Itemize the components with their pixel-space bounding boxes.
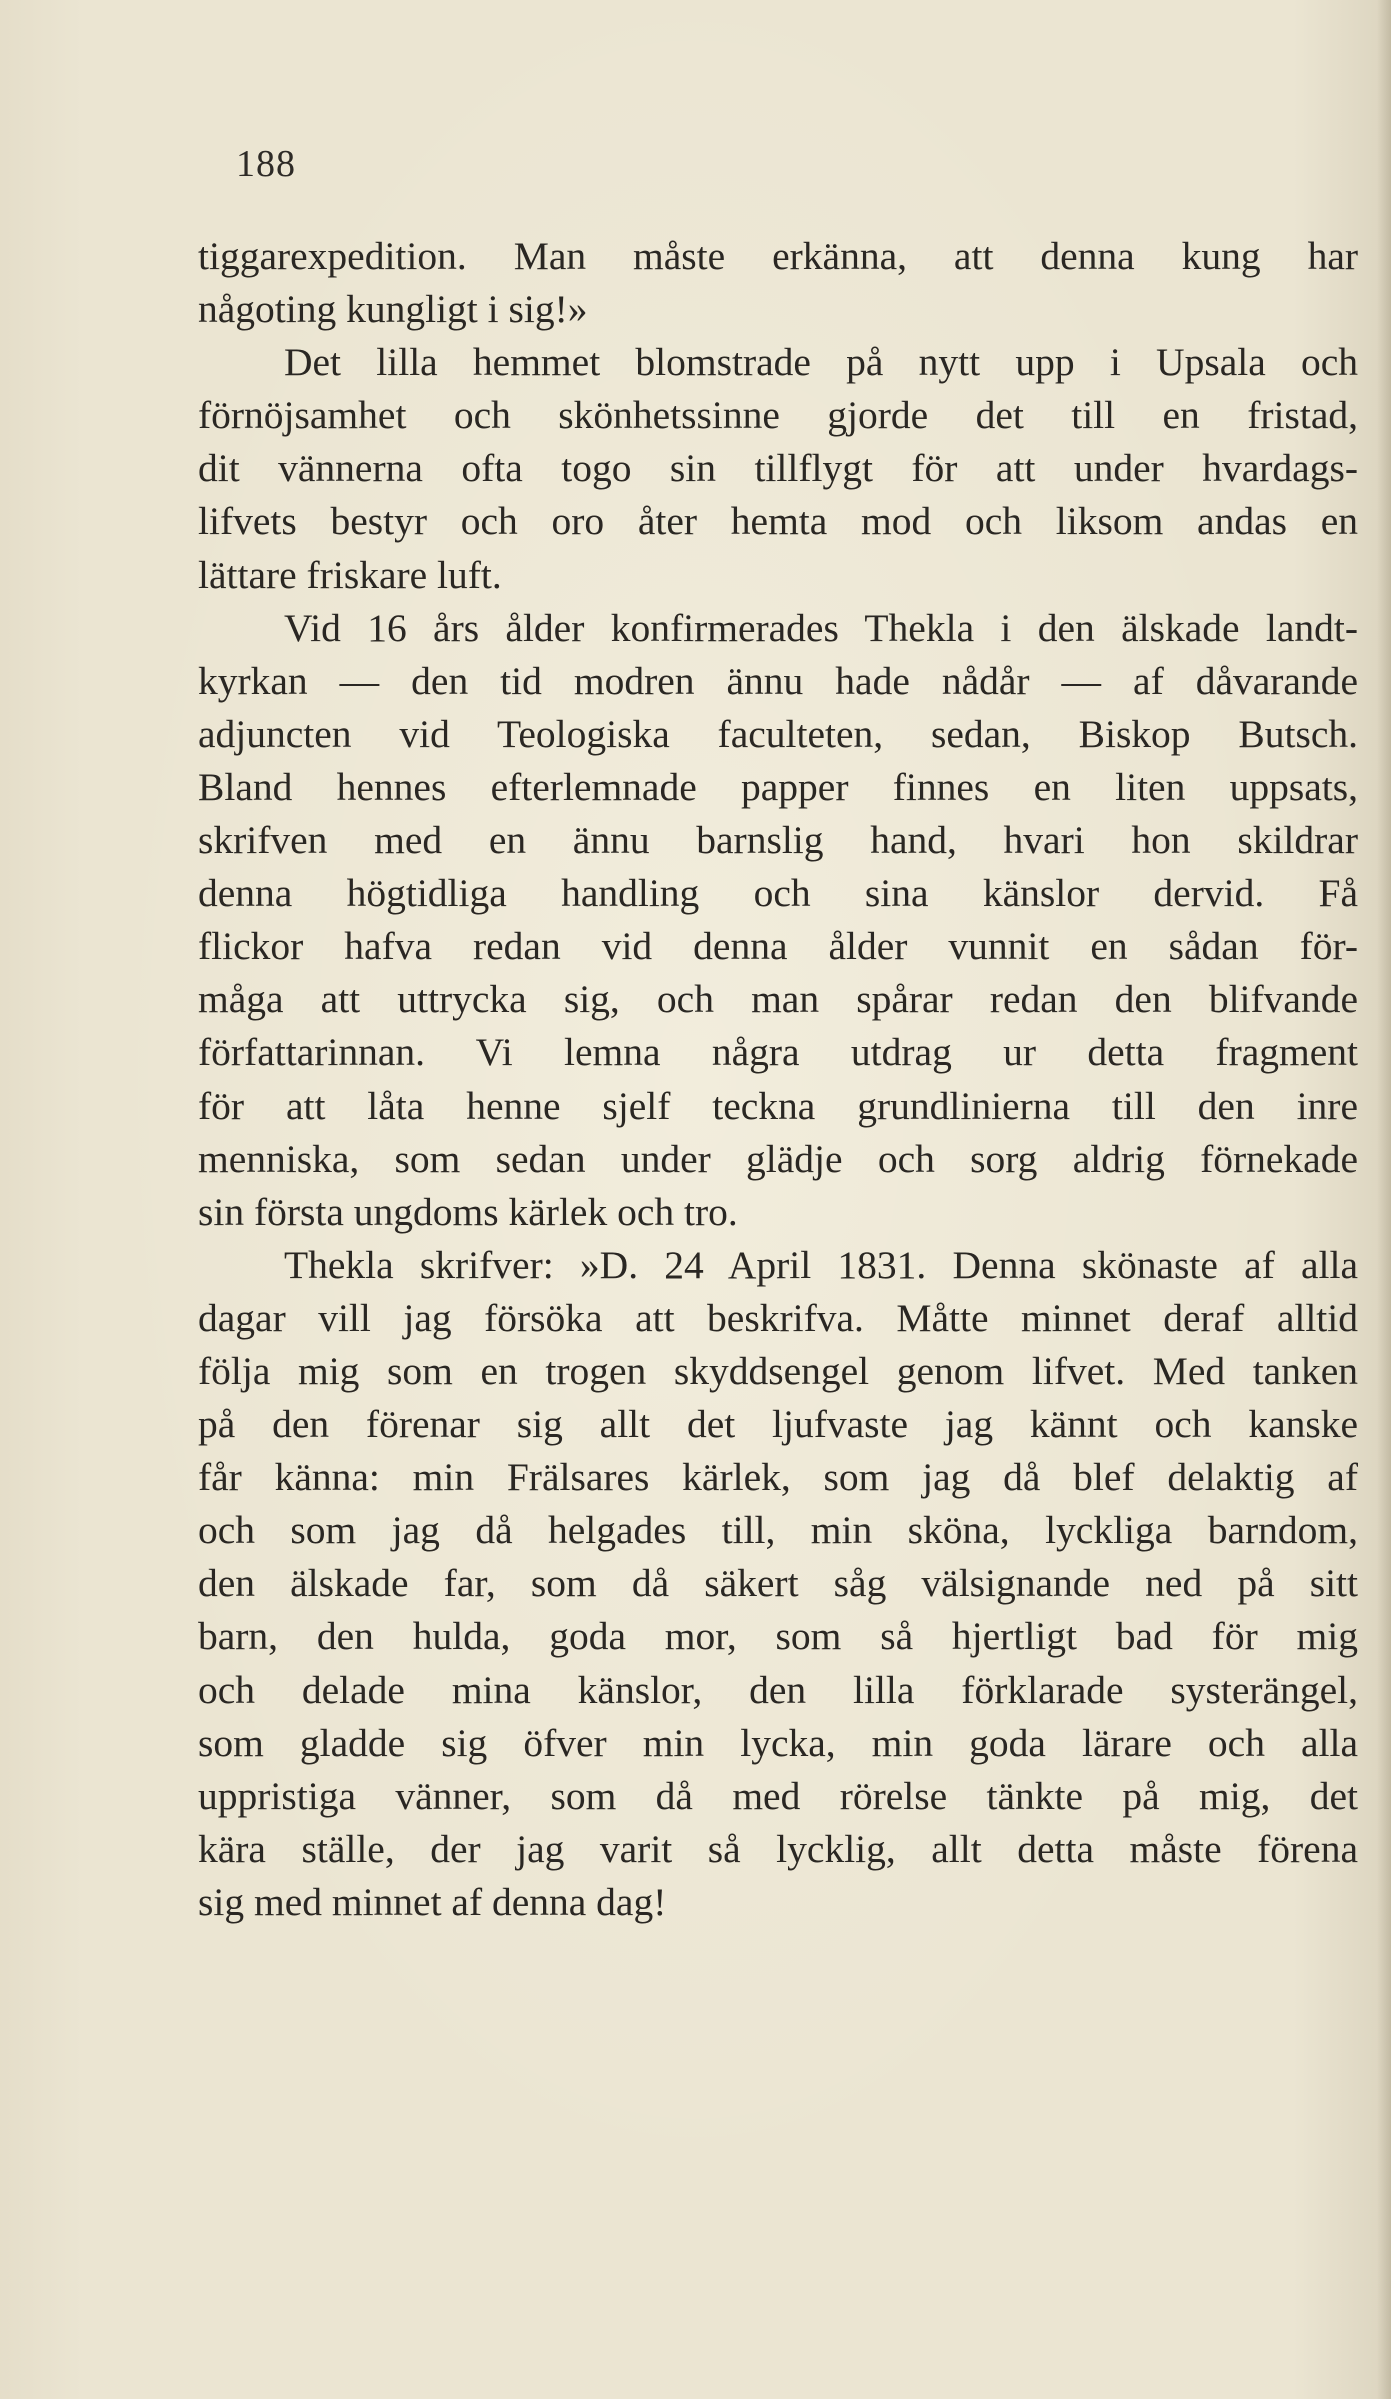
text-line: barn, den hulda, goda mor, som så hjertligt bad för mig	[198, 1614, 1358, 1659]
text-line: någoting kungligt i sig!»	[198, 287, 588, 332]
text-line: på den förenar sig allt det ljufvaste jag kännt och kanske	[198, 1402, 1358, 1447]
text-line: sin första ungdoms kärlek och tro.	[198, 1189, 738, 1234]
text-line: dit vännerna ofta togo sin tillflygt för att under hvardags-	[198, 446, 1358, 491]
text-line: sig med minnet af denna dag!	[198, 1879, 667, 1924]
text-line: Det lilla hemmet blomstrade på nytt upp i Upsala och	[284, 340, 1358, 385]
text-line: Thekla skrifver: »D. 24 April 1831. Denna skönaste af alla	[284, 1242, 1358, 1287]
text-line: och delade mina känslor, den lilla förklarade systerängel,	[198, 1667, 1358, 1712]
text-line: menniska, som sedan under glädje och sorg aldrig förnekade	[198, 1136, 1358, 1181]
text-line: Bland hennes efterlemnade papper finnes en liten uppsats,	[198, 764, 1358, 809]
text-line: som gladde sig öfver min lycka, min goda lärare och alla	[198, 1720, 1358, 1765]
text-line: adjuncten vid Teologiska faculteten, sedan, Biskop Butsch.	[198, 711, 1358, 756]
text-line: författarinnan. Vi lemna några utdrag ur detta fragment	[198, 1030, 1358, 1075]
text-line: kära ställe, der jag varit så lycklig, allt detta måste förena	[198, 1826, 1358, 1871]
text-line: uppristiga vänner, som då med rörelse tänkte på mig, det	[198, 1773, 1358, 1818]
page-edge-shadow	[1377, 0, 1391, 2399]
text-line: måga att uttrycka sig, och man spårar redan den blifvande	[198, 977, 1358, 1022]
text-line: den älskade far, som då säkert såg välsignande ned på sitt	[198, 1561, 1358, 1606]
text-line: Vid 16 års ålder konfirmerades Thekla i den älskade landt-	[284, 605, 1358, 650]
text-line: skrifven med en ännu barnslig hand, hvari hon skildrar	[198, 818, 1358, 863]
page-number: 188	[236, 143, 296, 185]
text-line: flickor hafva redan vid denna ålder vunnit en sådan för-	[198, 924, 1358, 969]
text-line: lättare friskare luft.	[198, 552, 502, 597]
text-line: denna högtidliga handling och sina känslor dervid. Få	[198, 871, 1358, 916]
text-line: tiggarexpedition. Man måste erkänna, att denna kung har	[198, 234, 1358, 278]
text-line: kyrkan — den tid modren ännu hade nådår — af dåvarande	[198, 658, 1358, 703]
text-line: dagar vill jag försöka att beskrifva. Måtte minnet deraf alltid	[198, 1295, 1358, 1340]
text-line: lifvets bestyr och oro åter hemta mod och liksom andas en	[198, 499, 1358, 544]
text-line: förnöjsamhet och skönhetssinne gjorde det till en fristad,	[198, 393, 1358, 438]
text-line: för att låta henne sjelf teckna grundlinierna till den inre	[198, 1083, 1358, 1128]
text-line: får känna: min Frälsares kärlek, som jag då blef delaktig af	[198, 1455, 1358, 1500]
text-line: och som jag då helgades till, min sköna, lyckliga barndom,	[198, 1508, 1358, 1553]
text-line: följa mig som en trogen skyddsengel genom lifvet. Med tanken	[198, 1348, 1358, 1393]
body-text	[198, 230, 1358, 1929]
